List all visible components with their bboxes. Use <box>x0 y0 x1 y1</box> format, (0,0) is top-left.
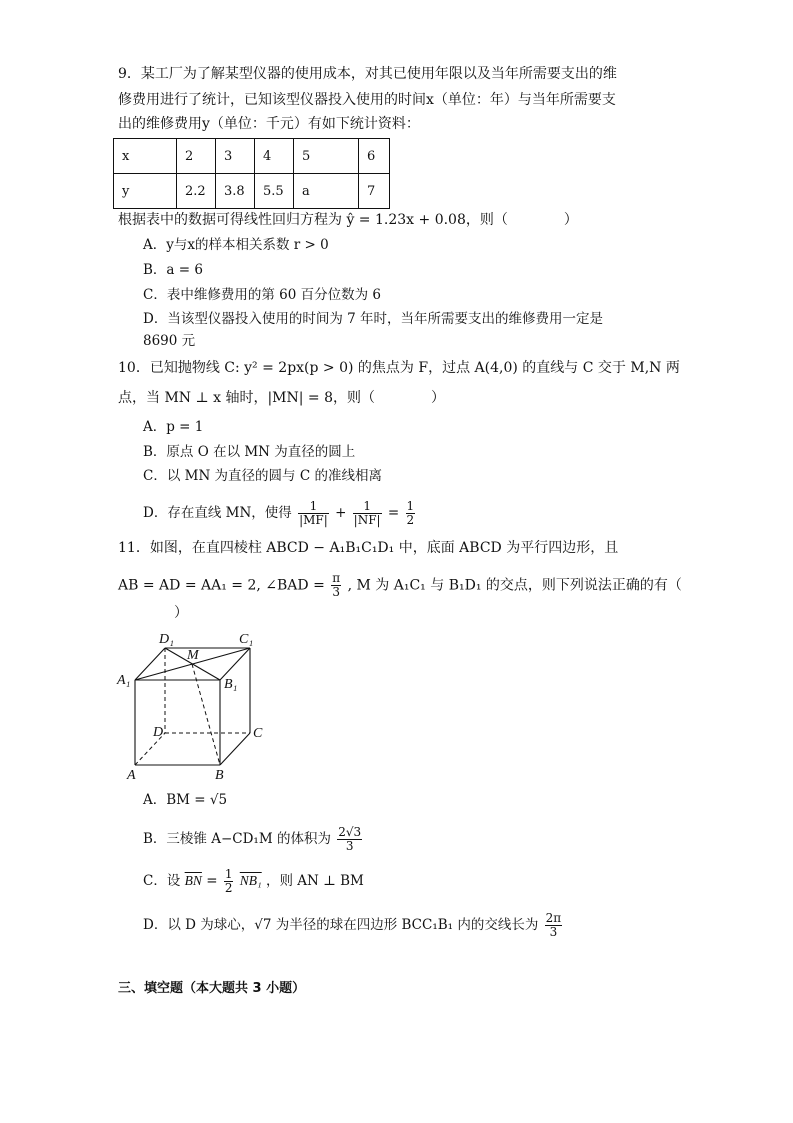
table-row <box>114 174 390 209</box>
table-cell: y <box>114 174 177 209</box>
q9-option-b: B．a = 6 <box>143 262 203 278</box>
label-d: D <box>153 725 164 740</box>
label-d1: D₁ <box>159 632 174 647</box>
q9-stem: 根据表中的数据可得线性回归方程为 ŷ = 1.23x + 0.08，则（ ） <box>118 212 578 228</box>
q9-option-d-cont: 8690 元 <box>143 333 196 349</box>
label-c1: C₁ <box>239 632 254 647</box>
vector-bn: $\overline{BN}$ <box>184 873 202 888</box>
q10-line2: 点，当 MN ⊥ x 轴时，|MN| = 8，则（ ） <box>118 390 446 406</box>
equals-sign: = <box>387 505 400 521</box>
table-cell: 6 <box>359 139 390 174</box>
q11-option-c-suffix: ，则 AN ⊥ BM <box>266 873 364 889</box>
plus-sign: + <box>335 505 347 521</box>
q11-option-d <box>143 912 564 939</box>
fraction <box>337 826 362 853</box>
table-cell: a <box>294 174 359 209</box>
q11-line3: ） <box>118 605 188 621</box>
label-c: C <box>253 726 263 741</box>
label-a1: A₁ <box>117 673 131 688</box>
statistics-table <box>113 138 390 209</box>
denominator: 3 <box>345 839 354 853</box>
numerator: 2√3 <box>338 825 362 839</box>
fraction <box>224 868 234 895</box>
denominator: 3 <box>332 585 341 599</box>
table-cell: 2.2 <box>177 174 216 209</box>
q11-option-d-text: D．以 D 为球心，√7 为半径的球在四边形 BCC₁B₁ 内的交线长为 <box>143 917 539 933</box>
q10-option-c: C．以 MN 为直径的圆与 C 的准线相离 <box>143 468 382 484</box>
q9-option-a: A．y与x的样本相关系数 r > 0 <box>143 237 329 253</box>
q11-option-b-text: B．三棱锥 A−CD₁M 的体积为 <box>143 831 331 847</box>
label-a: A <box>127 768 136 783</box>
equals-sign: = <box>206 873 218 889</box>
section-heading: 三、填空题（本大题共 3 小题） <box>118 981 306 996</box>
q11-option-c-text: C．设 <box>143 873 181 889</box>
table-cell: x <box>114 139 177 174</box>
denominator: 2 <box>406 513 415 527</box>
label-b: B <box>215 768 224 783</box>
numerator: 1 <box>298 500 329 514</box>
numerator: 1 <box>224 867 233 881</box>
table-row <box>114 139 390 174</box>
vector-nb1: NB₁ <box>239 873 262 888</box>
fraction <box>331 572 341 599</box>
table-cell: 3.8 <box>216 174 255 209</box>
fraction <box>298 500 329 527</box>
q10-option-b: B．原点 O 在以 MN 为直径的圆上 <box>143 444 356 460</box>
table-cell: 7 <box>359 174 390 209</box>
q11-option-a: A．BM = √5 <box>143 792 228 808</box>
q11-option-b <box>143 826 364 853</box>
q10-option-d <box>143 500 417 527</box>
q11-line1: 11．如图，在直四棱柱 ABCD − A₁B₁C₁D₁ 中，底面 ABCD 为平行四边形，且 <box>118 540 619 556</box>
prism-figure <box>115 625 275 783</box>
table-cell: 5.5 <box>255 174 294 209</box>
fraction <box>353 500 382 527</box>
table-cell: 4 <box>255 139 294 174</box>
denominator: 3 <box>549 925 558 939</box>
q9-line3: 出的维修费用y（单位：千元）有如下统计资料： <box>118 116 420 132</box>
q11-line2 <box>118 572 682 599</box>
q10-line1: 10．已知抛物线 C: y² = 2px(p > 0) 的焦点为 F，过点 A(4,0) 的直线与 C 交于 M,N 两 <box>118 360 680 376</box>
fraction <box>545 912 563 939</box>
q11-line2-text: AB = AD = AA₁ = 2, ∠BAD = <box>118 577 325 594</box>
denominator: |NF| <box>353 513 381 527</box>
numerator: 1 <box>406 499 415 513</box>
table-cell: 2 <box>177 139 216 174</box>
numerator: 2π <box>545 911 562 925</box>
table-cell: 3 <box>216 139 255 174</box>
numerator: π <box>332 571 341 585</box>
q10-option-d-text: D．存在直线 MN，使得 <box>143 505 292 521</box>
numerator: 1 <box>353 500 382 514</box>
table-cell: 5 <box>294 139 359 174</box>
q11-line2-text-cont: , M 为 A₁C₁ 与 B₁D₁ 的交点，则下列说法正确的有（ <box>347 577 682 594</box>
label-b1: B₁ <box>224 677 238 692</box>
q9-line1: 9．某工厂为了解某型仪器的使用成本，对其已使用年限以及当年所需要支出的维 <box>118 66 617 82</box>
denominator: 2 <box>224 881 233 895</box>
label-m: M <box>187 648 199 663</box>
q10-option-a: A．p = 1 <box>143 419 204 435</box>
q11-option-c <box>143 868 364 895</box>
q9-option-c: C．表中维修费用的第 60 百分位数为 6 <box>143 287 381 303</box>
q9-line2: 修费用进行了统计，已知该型仪器投入使用的时间x（单位：年）与当年所需要支 <box>118 92 616 108</box>
fraction <box>406 500 416 527</box>
denominator: |MF| <box>299 513 328 527</box>
q9-option-d: D．当该型仪器投入使用的时间为 7 年时，当年所需要支出的维修费用一定是 <box>143 311 603 327</box>
